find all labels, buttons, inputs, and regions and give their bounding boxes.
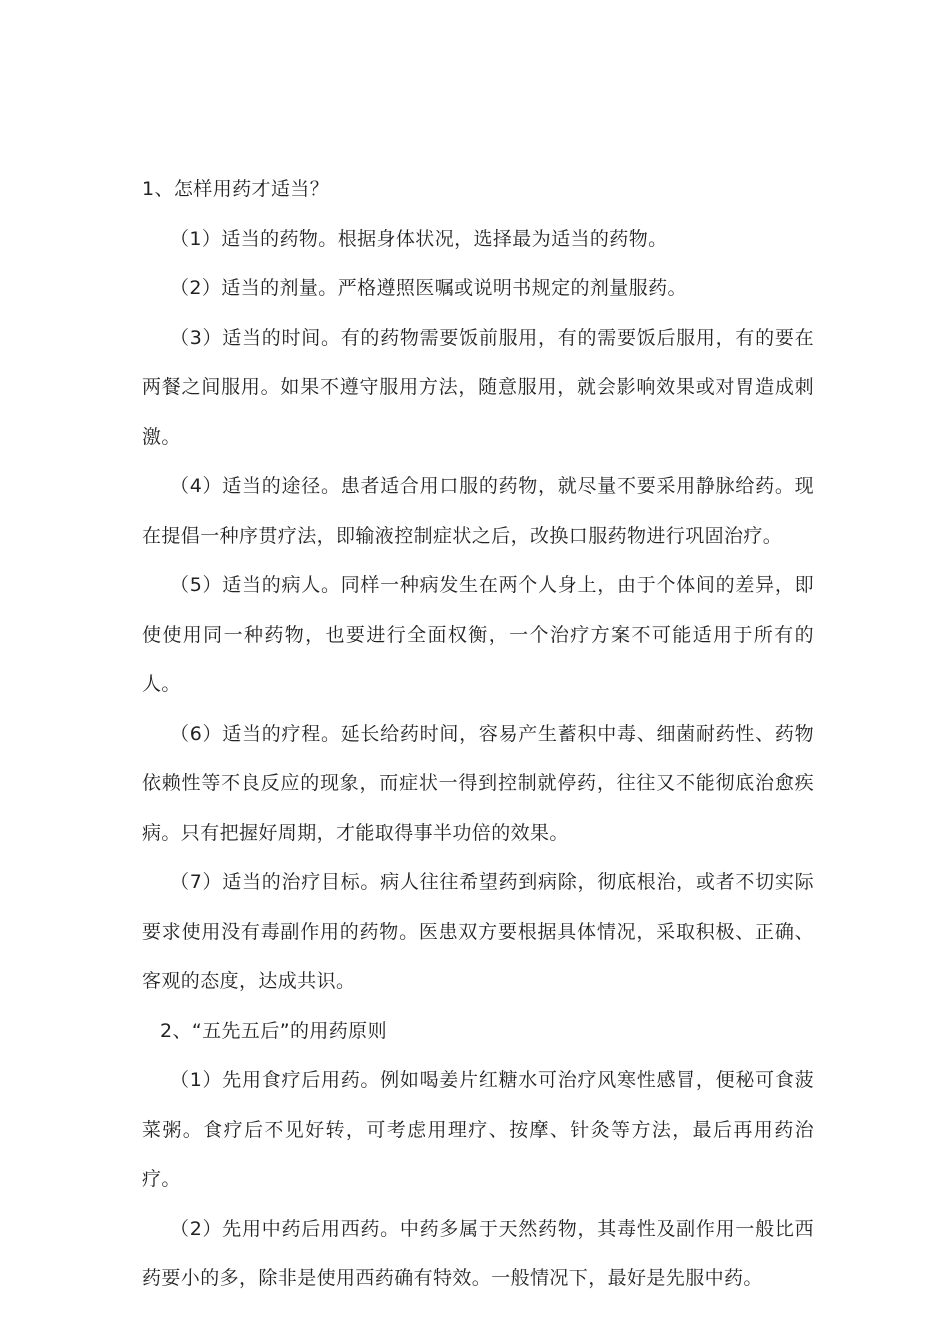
list-item-appropriate-dose: （2）适当的剂量。严格遵照医嘱或说明书规定的剂量服药。	[170, 277, 687, 299]
list-item-appropriate-time: （3）适当的时间。有的药物需要饭前服用，有的需要饭后服用，有的要在两餐之间服用。如果不遵守服用方法，随意服用，就会影响效果或对胃造成刺激。	[142, 326, 814, 448]
list-item-appropriate-patient: （5）适当的病人。同样一种病发生在两个人身上，由于个体间的差异，即使使用同一种药物，也要进行全面权衡，一个治疗方案不可能适用于所有的人。	[142, 574, 814, 695]
list-item-food-before-drug: （1）先用食疗后用药。例如喝姜片红糖水可治疗风寒性感冒，便秘可食菠菜粥。食疗后不见好转，可考虑用理疗、按摩、针灸等方法，最后再用药治疗。	[142, 1069, 814, 1190]
list-item-appropriate-course: （6）适当的疗程。延长给药时间，容易产生蓄积中毒、细菌耐药性、药物依赖性等不良反应的现象，而症状一得到控制就停药，往往又不能彻底治愈疾病。只有把握好周期，才能取得事半功倍的效果。	[142, 722, 814, 844]
section-heading-1: 1、怎样用药才适当？	[142, 178, 330, 200]
list-item-appropriate-drug: （1）适当的药物。根据身体状况，选择最为适当的药物。	[170, 227, 668, 250]
list-item-tcm-before-western: （2）先用中药后用西药。中药多属于天然药物，其毒性及副作用一般比西药要小的多，除非是使用西药确有特效。一般情况下，最好是先服中药。	[142, 1217, 814, 1289]
section-heading-2: 2、“五先五后”的用药原则	[160, 1019, 387, 1042]
document-body	[142, 165, 814, 1304]
list-item-appropriate-route: （4）适当的途径。患者适合用口服的药物，就尽量不要采用静脉给药。现在提倡一种序贯疗法，即输液控制症状之后，改换口服药物进行巩固治疗。	[142, 475, 814, 547]
list-item-appropriate-goal: （7）适当的治疗目标。病人往往希望药到病除，彻底根治，或者不切实际要求使用没有毒副作用的药物。医患双方要根据具体情况，采取积极、正确、客观的态度，达成共识。	[142, 871, 814, 992]
